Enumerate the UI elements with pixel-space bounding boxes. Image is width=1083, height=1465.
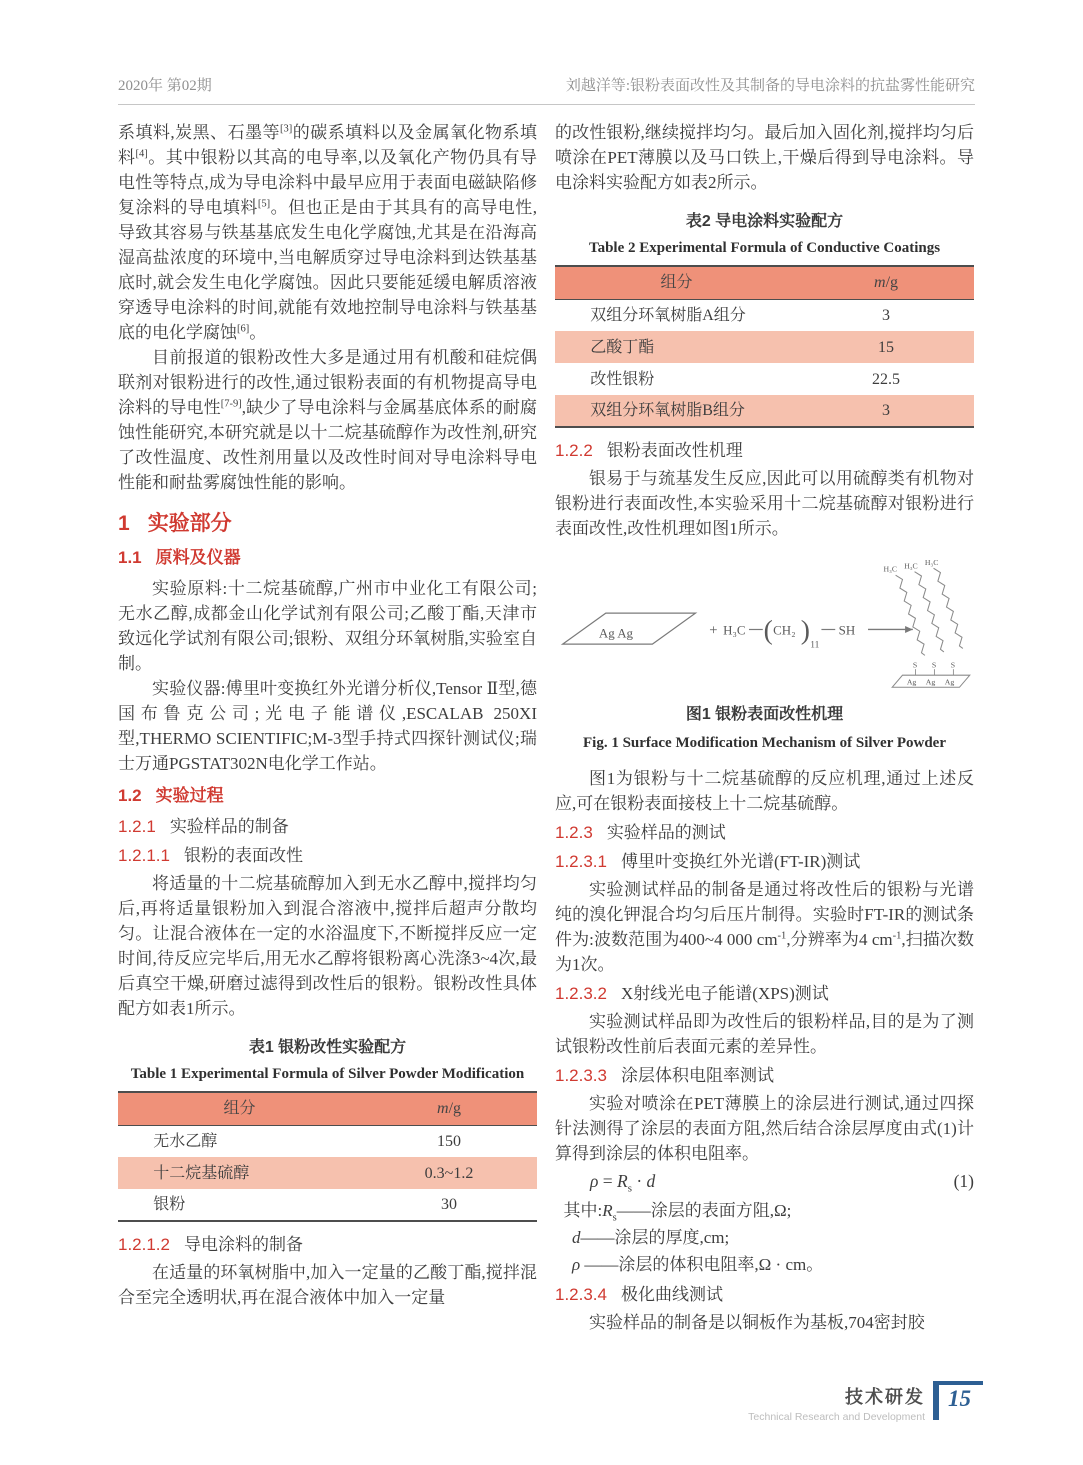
- silver-label: Ag: [925, 677, 936, 687]
- cell-amount: 15: [798, 331, 974, 363]
- section-title: 原料及仪器: [155, 548, 241, 567]
- paragraph-resistivity: 实验对喷涂在PET薄膜上的涂层进行测试,通过四探针法测得了涂层的表面方阻,然后结合涂层厚度由式(1)计算得到涂层的体积电阻率。: [555, 1094, 974, 1163]
- table-row: [118, 1157, 537, 1189]
- paragraph-xps: 实验测试样品即为改性后的银粉样品,目的是为了测试银粉改性前后表面元素的差异性。: [555, 1012, 974, 1056]
- left-column: [118, 120, 537, 1335]
- equation-1: [555, 1166, 974, 1197]
- repeat-subscript: 11: [810, 640, 820, 651]
- figure-1: [555, 551, 974, 756]
- paragraph-instruments: 实验仪器:傅里叶变换红外光谱分析仪,Tensor Ⅱ型,德国布鲁克公司;光电子能谱仪,ESCALAB 250XI型,THERMO SCIENTIFIC;M-3型手持式四探针测试仪;瑞士万通PGSTAT302N电化学工作站。: [118, 679, 537, 773]
- footer-section-cn: 技术研发: [845, 1387, 925, 1407]
- arrow-head: [905, 626, 913, 633]
- left-paren: (: [763, 613, 773, 645]
- paragraph-coating-continued: 的改性银粉,继续搅拌均匀。最后加入固化剂,搅拌均匀后喷涂在PET薄膜以及马口铁上,干燥后得到导电涂料。导电涂料实验配方如表2所示。: [555, 123, 974, 192]
- table-row: [555, 331, 974, 363]
- section-title: 实验样品的测试: [606, 823, 726, 842]
- table-2-caption-cn: 表2 导电涂料实验配方: [685, 213, 844, 230]
- column-header-mass: m/g: [361, 1092, 537, 1125]
- paragraph-mechanism: 银易于与巯基发生反应,因此可以用硫醇类有机物对银粉进行表面改性,本实验采用十二烷基硫醇对银粉进行表面改性,改性机理如图1所示。: [555, 469, 974, 538]
- section-title: 实验样品的制备: [169, 817, 289, 836]
- page-header: [118, 0, 975, 105]
- table-row: [555, 363, 974, 395]
- section-title: 银粉的表面改性: [184, 846, 303, 865]
- paragraph-ftir: 实验测试样品的制备是通过将改性后的银粉与光谱纯的溴化钾混合均匀后压片制得。实验时FT-IR的测试条件为:波数范围为400~4 000 $cm^{-1}$,分辨率为4 $cm^{-1}$,扫描次数为1次。: [555, 880, 974, 974]
- section-1-heading: [118, 511, 537, 536]
- thiol-label: SH: [838, 622, 856, 638]
- paragraph-research-aim: 目前报道的银粉改性大多是通过用有机酸和硅烷偶联剂对银粉进行的改性,通过银粉表面的有机物提高导电涂料的导电性[7-9],缺少了导电涂料与金属基底体系的耐腐蚀性能研究,本研究就是以十二烷基硫醇作为改性剂,研究了改性温度、改性剂用量以及改性时间对导电涂料导电性能和耐盐雾腐蚀性能的影响。: [118, 348, 538, 492]
- table-row: [118, 1125, 537, 1157]
- silver-label: Ag: [944, 677, 955, 687]
- cell-component: 十二烷基硫醇: [118, 1157, 361, 1189]
- cell-amount: 0.3~1.2: [361, 1157, 537, 1189]
- table-2-block: [555, 209, 974, 428]
- section-number: 1.2.3.4: [555, 1285, 607, 1304]
- alkyl-chain: [934, 568, 963, 648]
- column-header-component: 组分: [118, 1092, 361, 1125]
- footer-section-labels: [748, 1375, 925, 1423]
- running-title: 刘越洋等:银粉表面改性及其制备的导电涂料的抗盐雾性能研究: [565, 78, 975, 94]
- paragraph-coating-preparation: 在适量的环氧树脂中,加入一定量的乙酸丁酯,搅拌混合至完全透明状,再在混合液体中加入一定量: [118, 1263, 537, 1307]
- cell-component: 无水乙醇: [153, 1132, 218, 1150]
- footer-section-en: Technical Research and Development: [748, 1411, 925, 1423]
- page-number-badge: [933, 1381, 983, 1420]
- section-number: 1.2.3.3: [555, 1066, 607, 1085]
- section-1-2-2-heading: [555, 438, 974, 463]
- sulfur-label: S: [931, 660, 937, 670]
- ch2-label: CH₂: [773, 622, 796, 638]
- table-header-row: [555, 266, 974, 299]
- table-row: [555, 299, 974, 331]
- section-number: 1.2.2: [555, 441, 593, 460]
- section-title: 涂层体积电阻率测试: [621, 1066, 774, 1085]
- cell-component: 双组分环氧树脂B组分: [555, 395, 798, 427]
- table-2: [555, 265, 974, 428]
- section-number: 1.2.3.2: [555, 984, 607, 1003]
- plus-sign: +: [709, 622, 718, 639]
- silver-plate-label: Ag Ag: [598, 625, 634, 641]
- issue-label: 2020年 第02期: [118, 78, 212, 94]
- sulfur-label: S: [912, 660, 918, 670]
- paragraph-figure-discussion: 图1为银粉与十二烷基硫醇的反应机理,通过上述反应,可在银粉表面接枝上十二烷基硫醇。: [555, 769, 974, 813]
- paragraph-fillers: 系填料,炭黑、石墨等[3]的碳系填料以及金属氧化物系填料[4]。其中银粉以其高的电导率,以及氧化产物仍具有导电性等特点,成为导电涂料中最早应用于表面电磁缺陷修复涂料的导电填料[5]。但也正是由于其具有的高导电性,导致其容易与铁基基底发生电化学腐蚀,尤其是在沿海高湿高盐浓度的环境中,当电解质穿过导电涂料到达铁基基底时,就会发生电化学腐蚀。因此只要能延缓电解质溶液穿透导电涂料的时间,就能有效地控制导电涂料与铁基基底的电化学腐蚀[6]。: [118, 123, 538, 342]
- alkyl-chain: [896, 575, 925, 655]
- table-1-caption-en: Table 1 Experimental Formula of Silver Powder Modification: [130, 1066, 525, 1082]
- section-1-1-heading: [118, 545, 537, 570]
- section-title: 导电涂料的制备: [184, 1235, 303, 1254]
- section-1-2-1-2-heading: [118, 1232, 537, 1257]
- two-column-body: [118, 120, 975, 1335]
- cell-amount: 150: [437, 1132, 461, 1150]
- section-title: 傅里叶变换红外光谱(FT-IR)测试: [621, 852, 861, 871]
- section-1-2-1-heading: [118, 814, 537, 839]
- page-number: 15: [948, 1386, 971, 1411]
- section-title: 极化曲线测试: [621, 1285, 723, 1304]
- section-number: 1.2.1: [118, 817, 156, 836]
- equation-term-rs: 其中$:R_s——$涂层的表面方阻,Ω;: [563, 1201, 792, 1224]
- column-header-component: 组分: [555, 266, 798, 299]
- methyl-top-label: H₃C: [883, 564, 897, 574]
- reaction-scheme-image: [557, 551, 972, 689]
- equation-term-rho: ρ ——涂层的体积电阻率,Ω · cm。: [572, 1255, 824, 1274]
- paragraph-materials: 实验原料:十二烷基硫醇,广州市中业化工有限公司;无水乙醇,成都金山化学试剂有限公司;乙酸丁酯,天津市致远化学试剂有限公司;银粉、双组分环氧树脂,实验室自制。: [118, 579, 537, 673]
- methyl-top-label: H₃C: [904, 561, 918, 571]
- table-1: [118, 1091, 537, 1222]
- right-column: [555, 120, 974, 1335]
- table-1-block: [118, 1035, 537, 1222]
- methyl-top-label: H₃C: [924, 557, 939, 567]
- equation-body: $\rho = R_s \cdot d$: [590, 1171, 656, 1195]
- section-1-2-3-4-heading: [555, 1282, 974, 1307]
- section-1-2-3-heading: [555, 820, 974, 845]
- page-footer: [748, 1375, 983, 1423]
- section-1-2-heading: [118, 783, 537, 808]
- cell-amount: 3: [798, 395, 974, 427]
- equation-number: (1): [953, 1171, 974, 1191]
- column-header-mass: m/g: [798, 266, 974, 299]
- section-number: 1.2.1.1: [118, 846, 170, 865]
- table-1-caption-cn: 表1 银粉改性实验配方: [248, 1039, 407, 1056]
- cell-amount: 3: [882, 306, 890, 324]
- section-number: 1.2.3.1: [555, 852, 607, 871]
- cell-component: 银粉: [153, 1196, 186, 1213]
- section-1-2-3-3-heading: [555, 1063, 974, 1088]
- section-number: 1.1: [118, 548, 142, 567]
- alkyl-chains: [896, 568, 963, 655]
- section-number: 1: [118, 512, 130, 535]
- paragraph-polarization: 实验样品的制备是以铜板作为基板,704密封胶: [589, 1313, 925, 1332]
- silver-label: Ag: [906, 677, 917, 687]
- table-header-row: [118, 1092, 537, 1125]
- cell-component: 双组分环氧树脂A组分: [590, 306, 746, 324]
- cell-amount: 22.5: [872, 370, 900, 388]
- section-title: 实验过程: [155, 786, 224, 805]
- figure-1-caption-cn: 图1 银粉表面改性机理: [685, 706, 844, 723]
- cell-component: 乙酸丁酯: [555, 331, 798, 363]
- section-1-2-1-1-heading: [118, 843, 537, 868]
- section-number: 1.2: [118, 786, 142, 805]
- section-number: 1.2.1.2: [118, 1235, 170, 1254]
- figure-1-caption-en: Fig. 1 Surface Modification Mechanism of Silver Powder: [582, 735, 946, 751]
- alkyl-chain: [915, 572, 944, 652]
- cell-component: 改性银粉: [590, 370, 655, 388]
- table-row: [555, 395, 974, 427]
- section-number: 1.2.3: [555, 823, 593, 842]
- section-title: 实验部分: [147, 512, 232, 535]
- equation-term-d: d——涂层的厚度,cm;: [572, 1228, 730, 1247]
- section-1-2-3-2-heading: [555, 981, 974, 1006]
- table-2-caption-en: Table 2 Experimental Formula of Conductive Coatings: [588, 240, 941, 256]
- sulfur-label: S: [950, 660, 956, 670]
- section-title: X射线光电子能谱(XPS)测试: [621, 984, 829, 1003]
- paragraph-silver-modification: 将适量的十二烷基硫醇加入到无水乙醇中,搅拌均匀后,再将适量银粉加入到混合溶液中,搅拌后超声分散均匀。让混合液体在一定的水浴温度下,不断搅拌反应一定时间,待反应完毕后,用无水乙醇将银粉离心洗涤3~4次,最后真空干燥,研磨过滤得到改性后的银粉。银粉改性具体配方如表1所示。: [118, 874, 537, 1018]
- section-1-2-3-1-heading: [555, 849, 974, 874]
- methyl-label: H₃C: [723, 622, 746, 638]
- table-row: [118, 1189, 537, 1221]
- section-title: 银粉表面改性机理: [606, 441, 743, 460]
- right-paren: ): [800, 613, 810, 645]
- cell-amount: 30: [441, 1196, 457, 1213]
